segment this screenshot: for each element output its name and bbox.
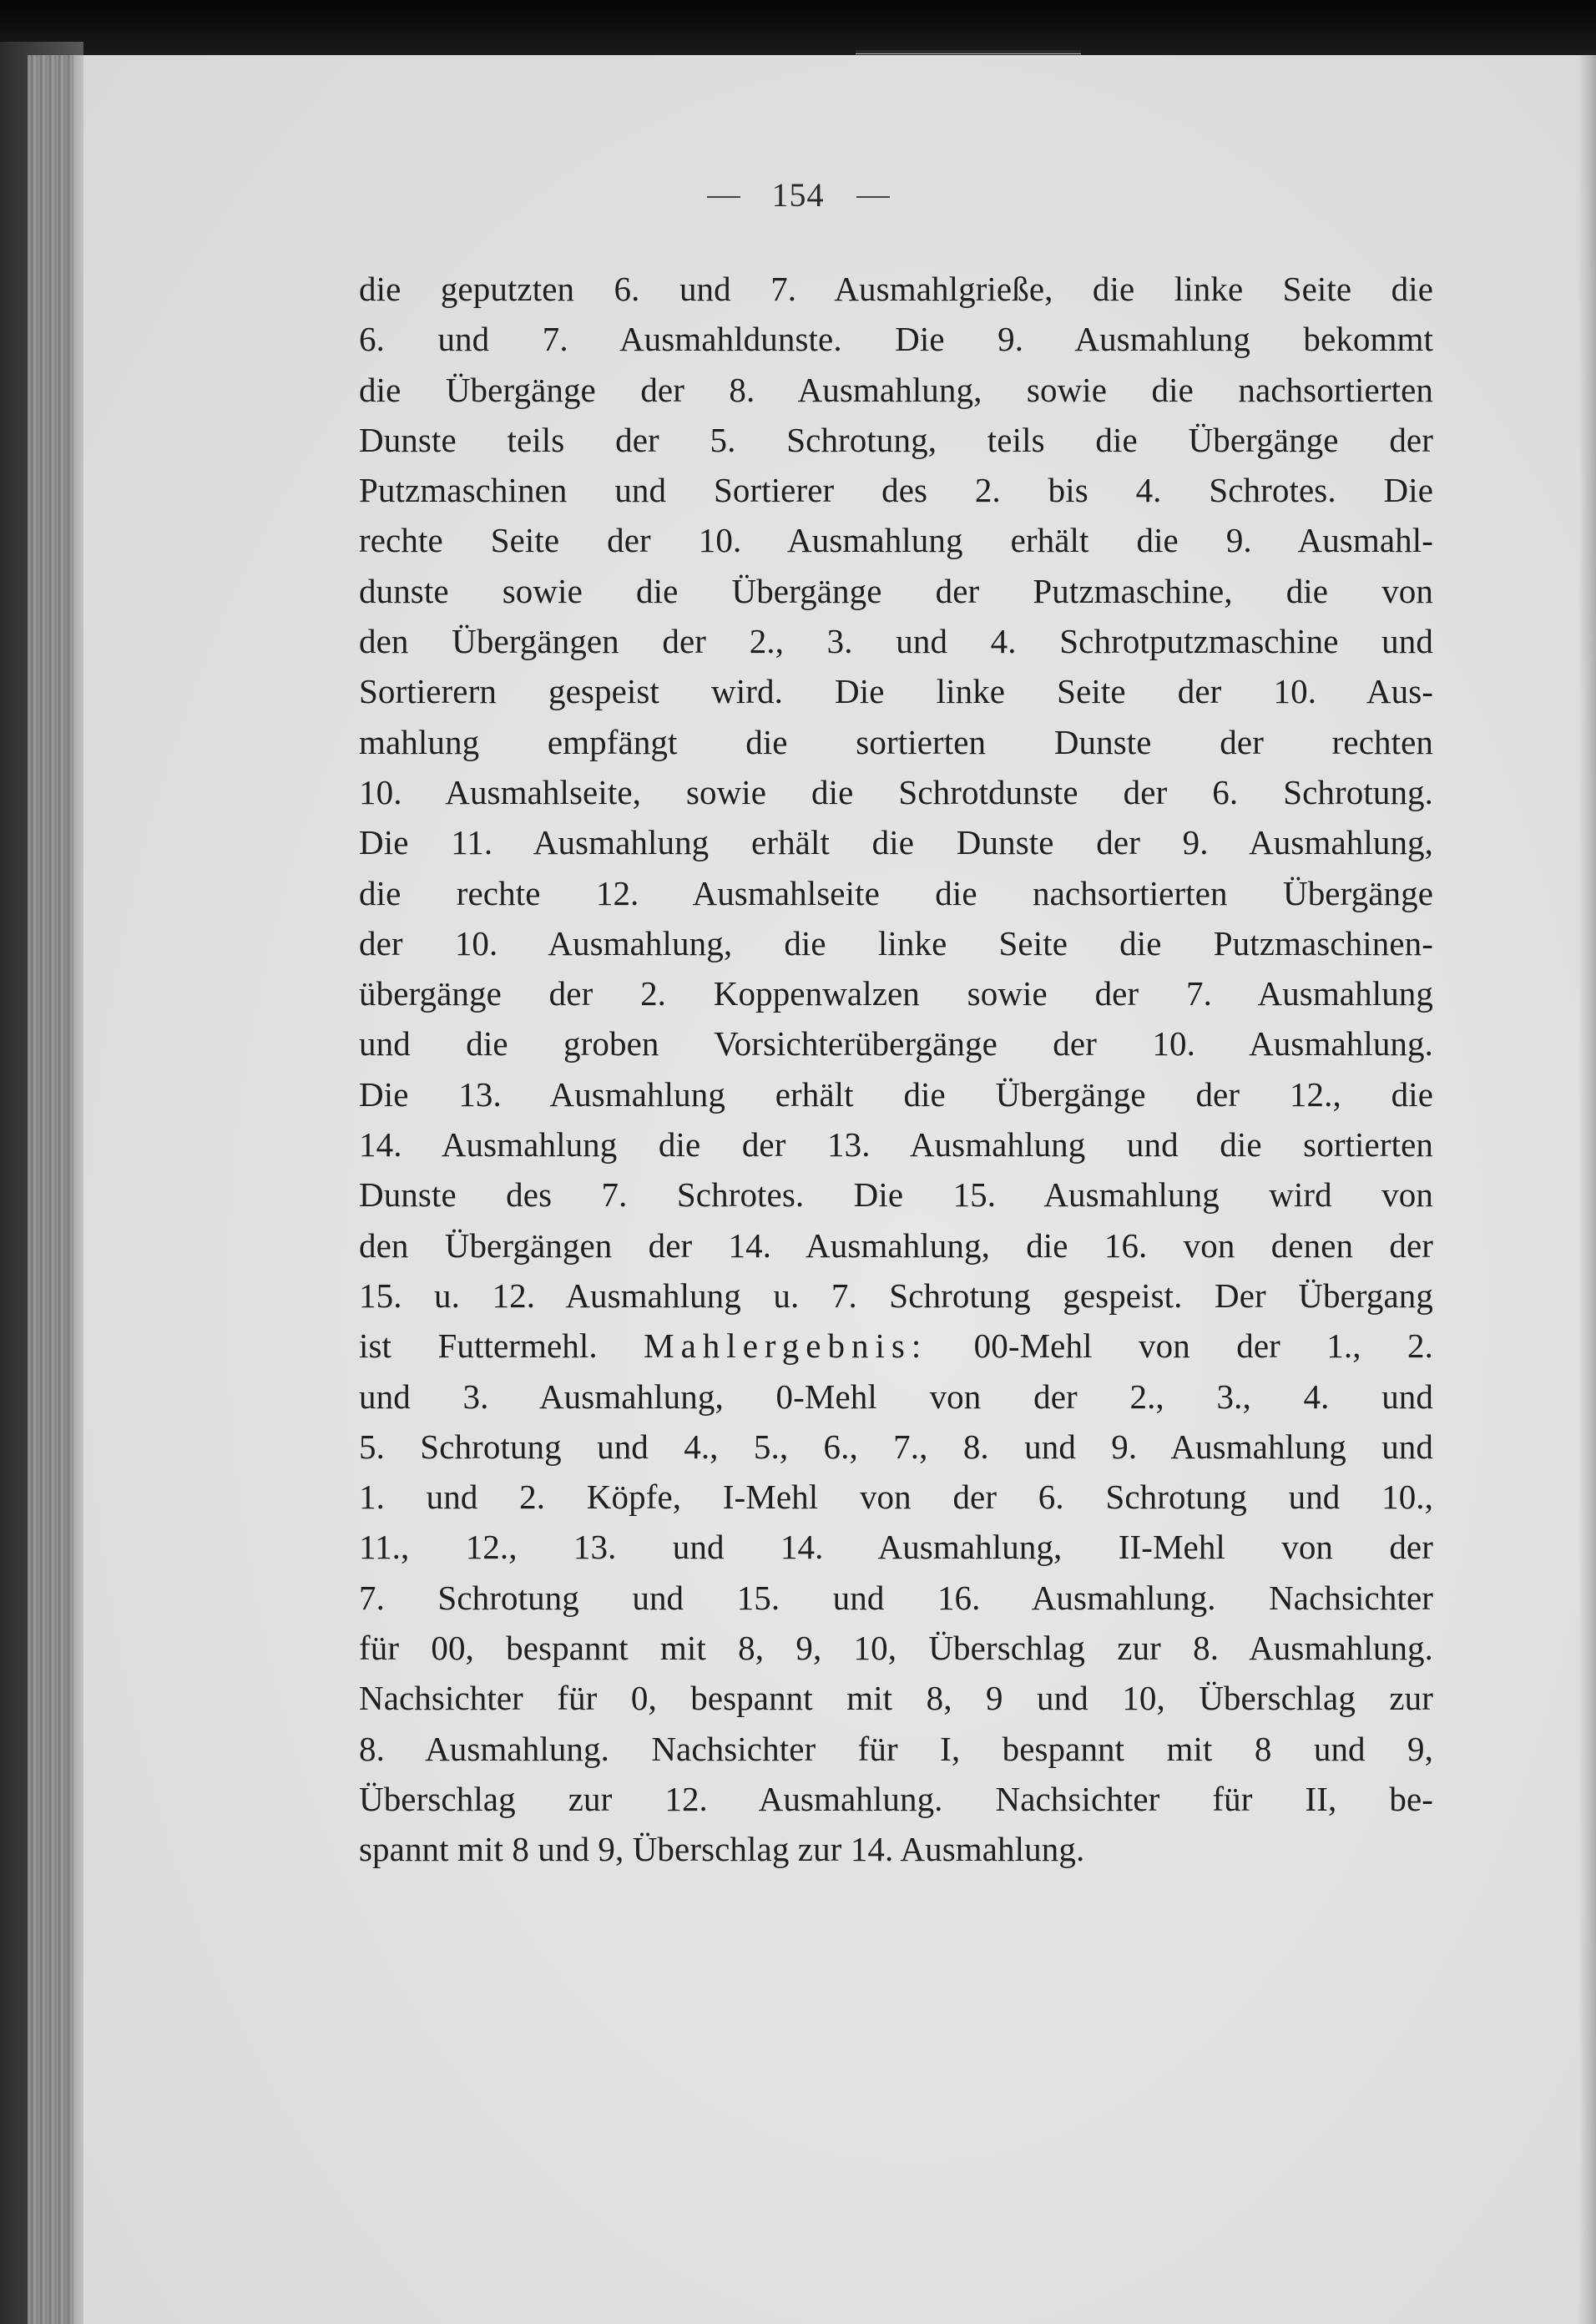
text-line: 1. und 2. Köpfe, I-Mehl von der 6. Schrotung und 10.,	[359, 1478, 1433, 1517]
text-line: 8. Ausmahlung. Nachsichter für I, bespannt mit 8 und 9,	[359, 1729, 1433, 1768]
text-line: mahlung empfängt die sortierten Dunste der rechten	[359, 722, 1433, 761]
scanner-background-top	[0, 0, 1596, 55]
text-line: und 3. Ausmahlung, 0-Mehl von der 2., 3., 4. und	[359, 1377, 1433, 1416]
text-line-last: spannt mit 8 und 9, Überschlag zur 14. Ausmahlung.	[359, 1830, 1085, 1869]
text-line: Die 11. Ausmahlung erhält die Dunste der 9. Ausmahlung,	[359, 823, 1433, 862]
text-line: 14. Ausmahlung die der 13. Ausmahlung und die sortierten	[359, 1125, 1433, 1165]
text-line-with-emphasis	[359, 1321, 1433, 1371]
text-line: 11., 12., 13. und 14. Ausmahlung, II-Mehl von der	[359, 1528, 1433, 1567]
text-line: und die groben Vorsichterübergänge der 10. Ausmahlung.	[359, 1024, 1433, 1063]
text-line: Dunste des 7. Schrotes. Die 15. Ausmahlung wird von	[359, 1175, 1433, 1215]
text-line: dunste sowie die Übergänge der Putzmaschine, die von	[359, 571, 1433, 610]
text-line: 15. u. 12. Ausmahlung u. 7. Schrotung gespeist. Der Übergang	[359, 1276, 1433, 1315]
page-number-dash-right	[856, 196, 890, 198]
text-line: Die 13. Ausmahlung erhält die Übergänge der 12., die	[359, 1074, 1433, 1114]
text-line: die geputzten 6. und 7. Ausmahlgrieße, die linke Seite die	[359, 270, 1433, 308]
text-line: Überschlag zur 12. Ausmahlung. Nachsichter für II, be-	[359, 1779, 1433, 1818]
text-line: den Übergängen der 2., 3. und 4. Schrotputzmaschine und	[359, 622, 1433, 661]
text-line: für 00, bespannt mit 8, 9, 10, Überschlag zur 8. Ausmahlung.	[359, 1629, 1433, 1668]
text-line: 6. und 7. Ausmahldunste. Die 9. Ausmahlung bekommt	[359, 320, 1433, 359]
stacked-page-edges	[28, 55, 83, 2324]
text-line: 5. Schrotung und 4., 5., 6., 7., 8. und 9. Ausmahlung und	[359, 1427, 1433, 1466]
text-line: die Übergänge der 8. Ausmahlung, sowie die nachsortierten	[359, 370, 1433, 409]
page-number: 154	[771, 176, 825, 214]
page-number-dash-left	[707, 196, 740, 198]
text-line: Dunste teils der 5. Schrotung, teils die Übergänge der	[359, 420, 1433, 459]
text-line: Putzmaschinen und Sortierer des 2. bis 4. Schrotes. Die	[359, 471, 1433, 510]
body-text	[359, 264, 1433, 1875]
text-line: die rechte 12. Ausmahlseite die nachsortierten Übergänge	[359, 873, 1433, 912]
text-line: den Übergängen der 14. Ausmahlung, die 16. von denen der	[359, 1225, 1433, 1265]
text-line: Nachsichter für 0, bespannt mit 8, 9 und 10, Überschlag zur	[359, 1679, 1433, 1718]
text-line: übergänge der 2. Koppenwalzen sowie der 7. Ausmahlung	[359, 974, 1433, 1013]
text-segment: 00-Mehl von der 1., 2.	[927, 1326, 1433, 1366]
text-line: 10. Ausmahlseite, sowie die Schrotdunste der 6. Schrotung.	[359, 772, 1433, 811]
text-line: 7. Schrotung und 15. und 16. Ausmahlung. Nachsichter	[359, 1578, 1433, 1617]
text-segment: ist Futtermehl.	[359, 1326, 644, 1366]
emphasis-mahlergebnis: Mahlergebnis:	[644, 1326, 928, 1366]
text-line: rechte Seite der 10. Ausmahlung erhält die 9. Ausmahl-	[359, 521, 1433, 560]
page-number-header	[0, 175, 1596, 215]
page-top-edge-strip	[856, 50, 1081, 54]
text-line: Sortierern gespeist wird. Die linke Seite der 10. Aus-	[359, 672, 1433, 711]
text-line: der 10. Ausmahlung, die linke Seite die Putzmaschinen-	[359, 923, 1433, 962]
